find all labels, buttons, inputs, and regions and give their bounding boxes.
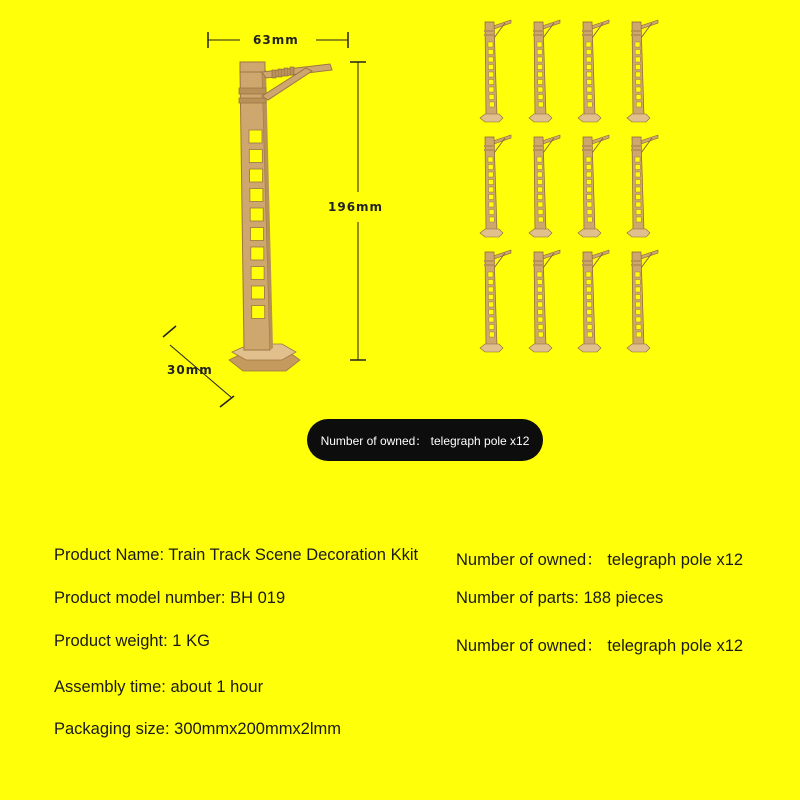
small-pole	[480, 250, 511, 352]
spec-owned-2: Number of owned： telegraph pole x12	[456, 637, 744, 655]
small-pole	[529, 250, 560, 352]
main-pole	[229, 62, 332, 371]
owned-count-badge	[307, 419, 543, 461]
small-pole	[578, 250, 609, 352]
small-pole	[529, 135, 560, 237]
height-label: 196mm	[328, 200, 384, 214]
small-pole	[578, 20, 609, 122]
spec-packaging-size: Packaging size: 300mmx200mmx2lmm	[54, 720, 342, 738]
pole-set-grid	[480, 20, 658, 352]
spec-assembly-time: Assembly time: about 1 hour	[54, 678, 264, 696]
spec-model-number: Product model number: BH 019	[54, 589, 286, 607]
spec-weight: Product weight: 1 KG	[54, 632, 210, 650]
small-pole	[529, 20, 560, 122]
small-pole	[480, 135, 511, 237]
spec-product-name: Product Name: Train Track Scene Decoration Kkit	[54, 546, 419, 564]
depth-label: 30mm	[167, 363, 213, 377]
small-pole	[578, 135, 609, 237]
small-pole	[627, 250, 658, 352]
spec-owned-1: Number of owned： telegraph pole x12	[456, 551, 744, 569]
small-pole	[627, 135, 658, 237]
spec-parts: Number of parts: 188 pieces	[456, 589, 664, 607]
small-pole	[627, 20, 658, 122]
width-label: 63mm	[253, 33, 299, 47]
small-pole	[480, 20, 511, 122]
badge-text: Number of owned： telegraph pole x12	[320, 433, 530, 448]
